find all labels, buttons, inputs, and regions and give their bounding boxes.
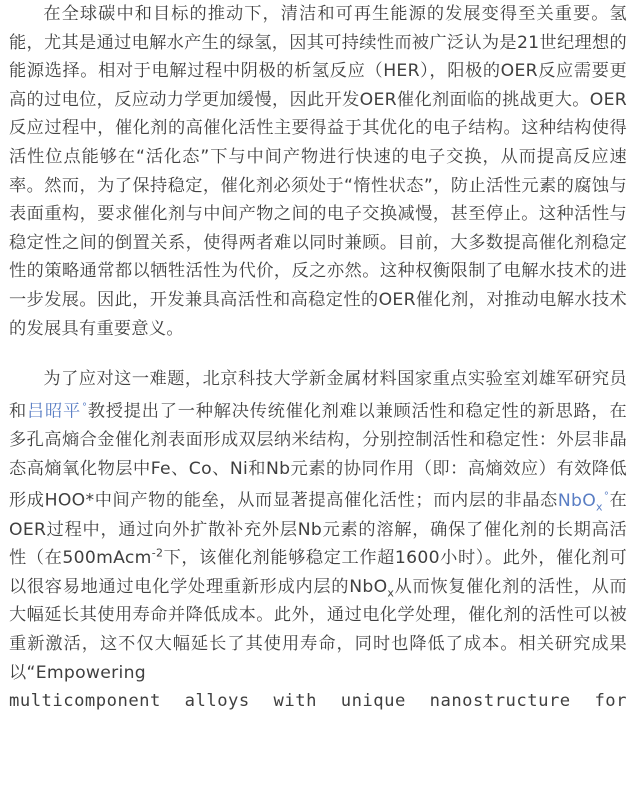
paragraph-text: 在OER过程中，通过向外扩散补充外层Nb元素的溶解，确保了催化剂的长期高活性（在500mAcm [9,490,627,569]
superscript: -2 [151,546,164,560]
external-link-icon: ° [603,491,610,503]
paragraph-text: 从而恢复催化剂的活性，从而大幅延长其使用寿命并降低成本。此外，通过电化学处理，催化剂的活性可以被重新激活，这不仅大幅延长了其使用寿命，同时也降低了成本。相关研究成果以“Empowering [9,576,627,683]
term-link[interactable] [557,490,603,514]
paragraph-last-line: multicomponent alloys with unique nanostructure for [9,691,627,712]
person-link[interactable]: 吕昭平 [27,401,81,422]
paragraph-text: 下，该催化剂能够稳定工作超1600小时）。此外，催化剂可以很容易地通过电化学处理重新形成内层的NbO [9,548,627,597]
paragraph-text: 教授提出了一种解决传统催化剂难以兼顾活性和稳定性的新思路，在多孔高熵合金催化剂表面形成双层纳米结构，分别控制活性和稳定性：外层非晶态高熵氧化物层中Fe、Co、Ni和Nb元素的协同作用（即：高熵效应）有效降低形成HOO*中间产物的能垒，从而显著提高催化活性；而内层的非晶态 [9,401,627,511]
external-link-icon: ° [81,401,88,413]
subscript: x [387,586,395,600]
paragraph-intro: 在全球碳中和目标的推动下，清洁和可再生能源的发展变得至关重要。氢能，尤其是通过电解水产生的绿氢，因其可持续性而被广泛认为是21世纪理想的能源选择。相对于电解过程中阴极的析氢反应（HER），阳极的OER反应需要更高的过电位，反应动力学更加缓慢，因此开发OER催化剂面临的挑战更大。OER反应过程中，催化剂的高催化活性主要得益于其优化的电子结构。这种结构使得活性位点能够在“活化态”下与中间产物进行快速的电子交换，从而提高反应速率。然而，为了保持稳定，催化剂必须处于“惰性状态”，防止活性元素的腐蚀与表面重构，要求催化剂与中间产物之间的电子交换减慢，甚至停止。这种活性与稳定性之间的倒置关系，使得两者难以同时兼顾。目前，大多数提高催化剂稳定性的策略通常都以牺牲活性为代价，反之亦然。这种权衡限制了电解水技术的进一步发展。因此，开发兼具高活性和高稳定性的OER催化剂，对推动电解水技术的发展具有重要意义。 [9,4,627,339]
paragraph-text: 为了应对这一难题，北京科技大学新金属材料国家重点实验室刘雄军研究员和 [9,369,627,422]
paragraph-research [9,365,627,687]
subscript: x [596,500,603,514]
term-link-text: NbO [557,490,597,511]
